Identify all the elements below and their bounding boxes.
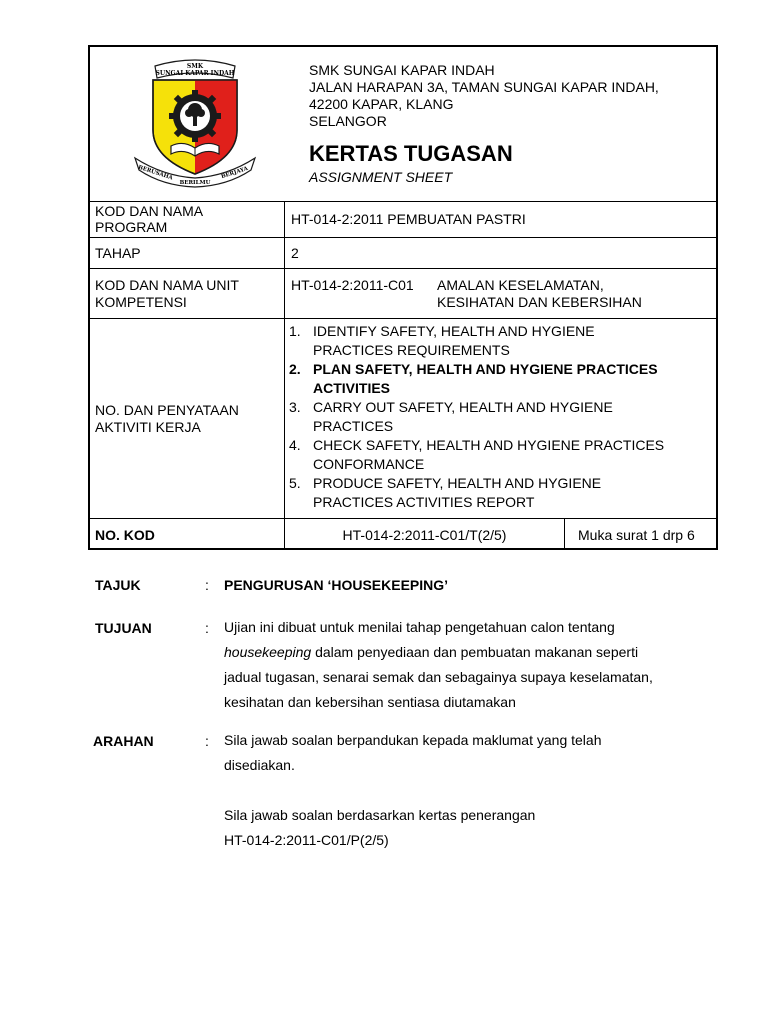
tujuan-line-2 — [224, 640, 694, 665]
tujuan-colon: : — [205, 620, 209, 636]
activity-list — [289, 322, 714, 512]
code-label: NO. KOD — [95, 527, 155, 543]
address-line-1: JALAN HARAPAN 3A, TAMAN SUNGAI KAPAR INDAH, — [309, 79, 659, 95]
address-line-3: SELANGOR — [309, 113, 387, 129]
activity-number: 3. — [289, 399, 301, 415]
page-subtitle: ASSIGNMENT SHEET — [309, 169, 453, 185]
school-crest-icon — [133, 58, 257, 188]
level-label: TAHAP — [95, 245, 141, 261]
activity-item — [289, 436, 714, 474]
arahan-line-3: Sila jawab soalan berdasarkan kertas penerangan — [224, 807, 536, 823]
tujuan-line-1: Ujian ini dibuat untuk menilai tahap pengetahuan calon tentang — [224, 619, 615, 635]
unit-name-line-1: AMALAN KESELAMATAN, — [437, 277, 604, 293]
activity-label-line-2: AKTIVITI KERJA — [95, 419, 201, 435]
unit-label-line-2: KOMPETENSI — [95, 294, 187, 310]
tujuan-line-2-rest: dalam penyediaan dan pembuatan makanan seperti — [311, 644, 639, 660]
activity-number: 2. — [289, 361, 301, 377]
arahan-colon: : — [205, 733, 209, 749]
activity-number: 1. — [289, 323, 301, 339]
code-value: HT-014-2:2011-C01/T(2/5) — [342, 527, 507, 543]
activity-text-line-2: PRACTICES ACTIVITIES REPORT — [313, 494, 535, 510]
activity-text-line-1: CARRY OUT SAFETY, HEALTH AND HYGIENE — [313, 399, 613, 415]
activity-number: 4. — [289, 437, 301, 453]
unit-name-line-2: KESIHATAN DAN KEBERSIHAN — [437, 294, 642, 310]
activity-text-line-1: CHECK SAFETY, HEALTH AND HYGIENE PRACTICES — [313, 437, 665, 453]
logo-motto-right: BERJAYA — [220, 165, 249, 181]
activity-label-line-1: NO. DAN PENYATAAN — [95, 402, 239, 418]
arahan-line-1: Sila jawab soalan berpandukan kepada maklumat yang telah — [224, 732, 602, 748]
unit-label — [95, 277, 239, 311]
logo-banner-text: SUNGAI KAPAR INDAH — [155, 70, 235, 77]
arahan-line-2: disediakan. — [224, 757, 295, 773]
arahan-spacer — [224, 778, 694, 803]
school-logo — [133, 58, 257, 188]
level-value: 2 — [291, 245, 299, 261]
tajuk-value: PENGURUSAN ‘HOUSEKEEPING’ — [224, 577, 449, 593]
activity-text-line-2: PRACTICES — [313, 418, 394, 434]
unit-label-line-1: KOD DAN NAMA UNIT — [95, 277, 239, 293]
activity-item — [289, 360, 714, 398]
activity-text-line-2: PRACTICES REQUIREMENTS — [313, 342, 510, 358]
activity-text-line-2: ACTIVITIES — [313, 380, 391, 396]
program-value: HT-014-2:2011 PEMBUATAN PASTRI — [291, 211, 526, 227]
program-label-line-1: KOD DAN NAMA — [95, 203, 204, 219]
activity-text-line-2: CONFORMANCE — [313, 456, 425, 472]
activity-number: 5. — [289, 475, 301, 491]
activity-item — [289, 322, 714, 360]
tujuan-label: TUJUAN — [95, 620, 152, 636]
logo-top-text: SMK — [186, 63, 204, 70]
program-label-line-2: PROGRAM — [95, 219, 168, 235]
activity-text-line-1: IDENTIFY SAFETY, HEALTH AND HYGIENE — [313, 323, 595, 339]
activity-text-line-1: PRODUCE SAFETY, HEALTH AND HYGIENE — [313, 475, 602, 491]
logo-motto-left: BERUSAHA — [137, 164, 174, 182]
activity-text-line-1: PLAN SAFETY, HEALTH AND HYGIENE PRACTICES — [313, 361, 658, 377]
tajuk-label: TAJUK — [95, 577, 141, 593]
activity-label — [95, 402, 239, 436]
activity-item — [289, 398, 714, 436]
page-number: Muka surat 1 drp 6 — [578, 527, 695, 543]
unit-code: HT-014-2:2011-C01 — [291, 277, 414, 293]
program-label — [95, 203, 203, 235]
address-line-2: 42200 KAPAR, KLANG — [309, 96, 454, 112]
arahan-label: ARAHAN — [93, 733, 154, 749]
arahan-text — [224, 728, 694, 853]
tujuan-line-3: jadual tugasan, senarai semak dan sebagainya supaya keselamatan, — [224, 669, 653, 685]
tujuan-line-4: kesihatan dan kebersihan sentiasa diutamakan — [224, 694, 516, 710]
tujuan-italic-term: housekeeping — [224, 644, 312, 660]
arahan-line-4: HT-014-2:2011-C01/P(2/5) — [224, 832, 389, 848]
logo-motto-center: BERILMU — [179, 180, 211, 186]
tujuan-text — [224, 615, 694, 715]
tajuk-colon: : — [205, 577, 209, 593]
activity-item — [289, 474, 714, 512]
school-name: SMK SUNGAI KAPAR INDAH — [309, 62, 495, 78]
page-title: KERTAS TUGASAN — [309, 141, 513, 166]
